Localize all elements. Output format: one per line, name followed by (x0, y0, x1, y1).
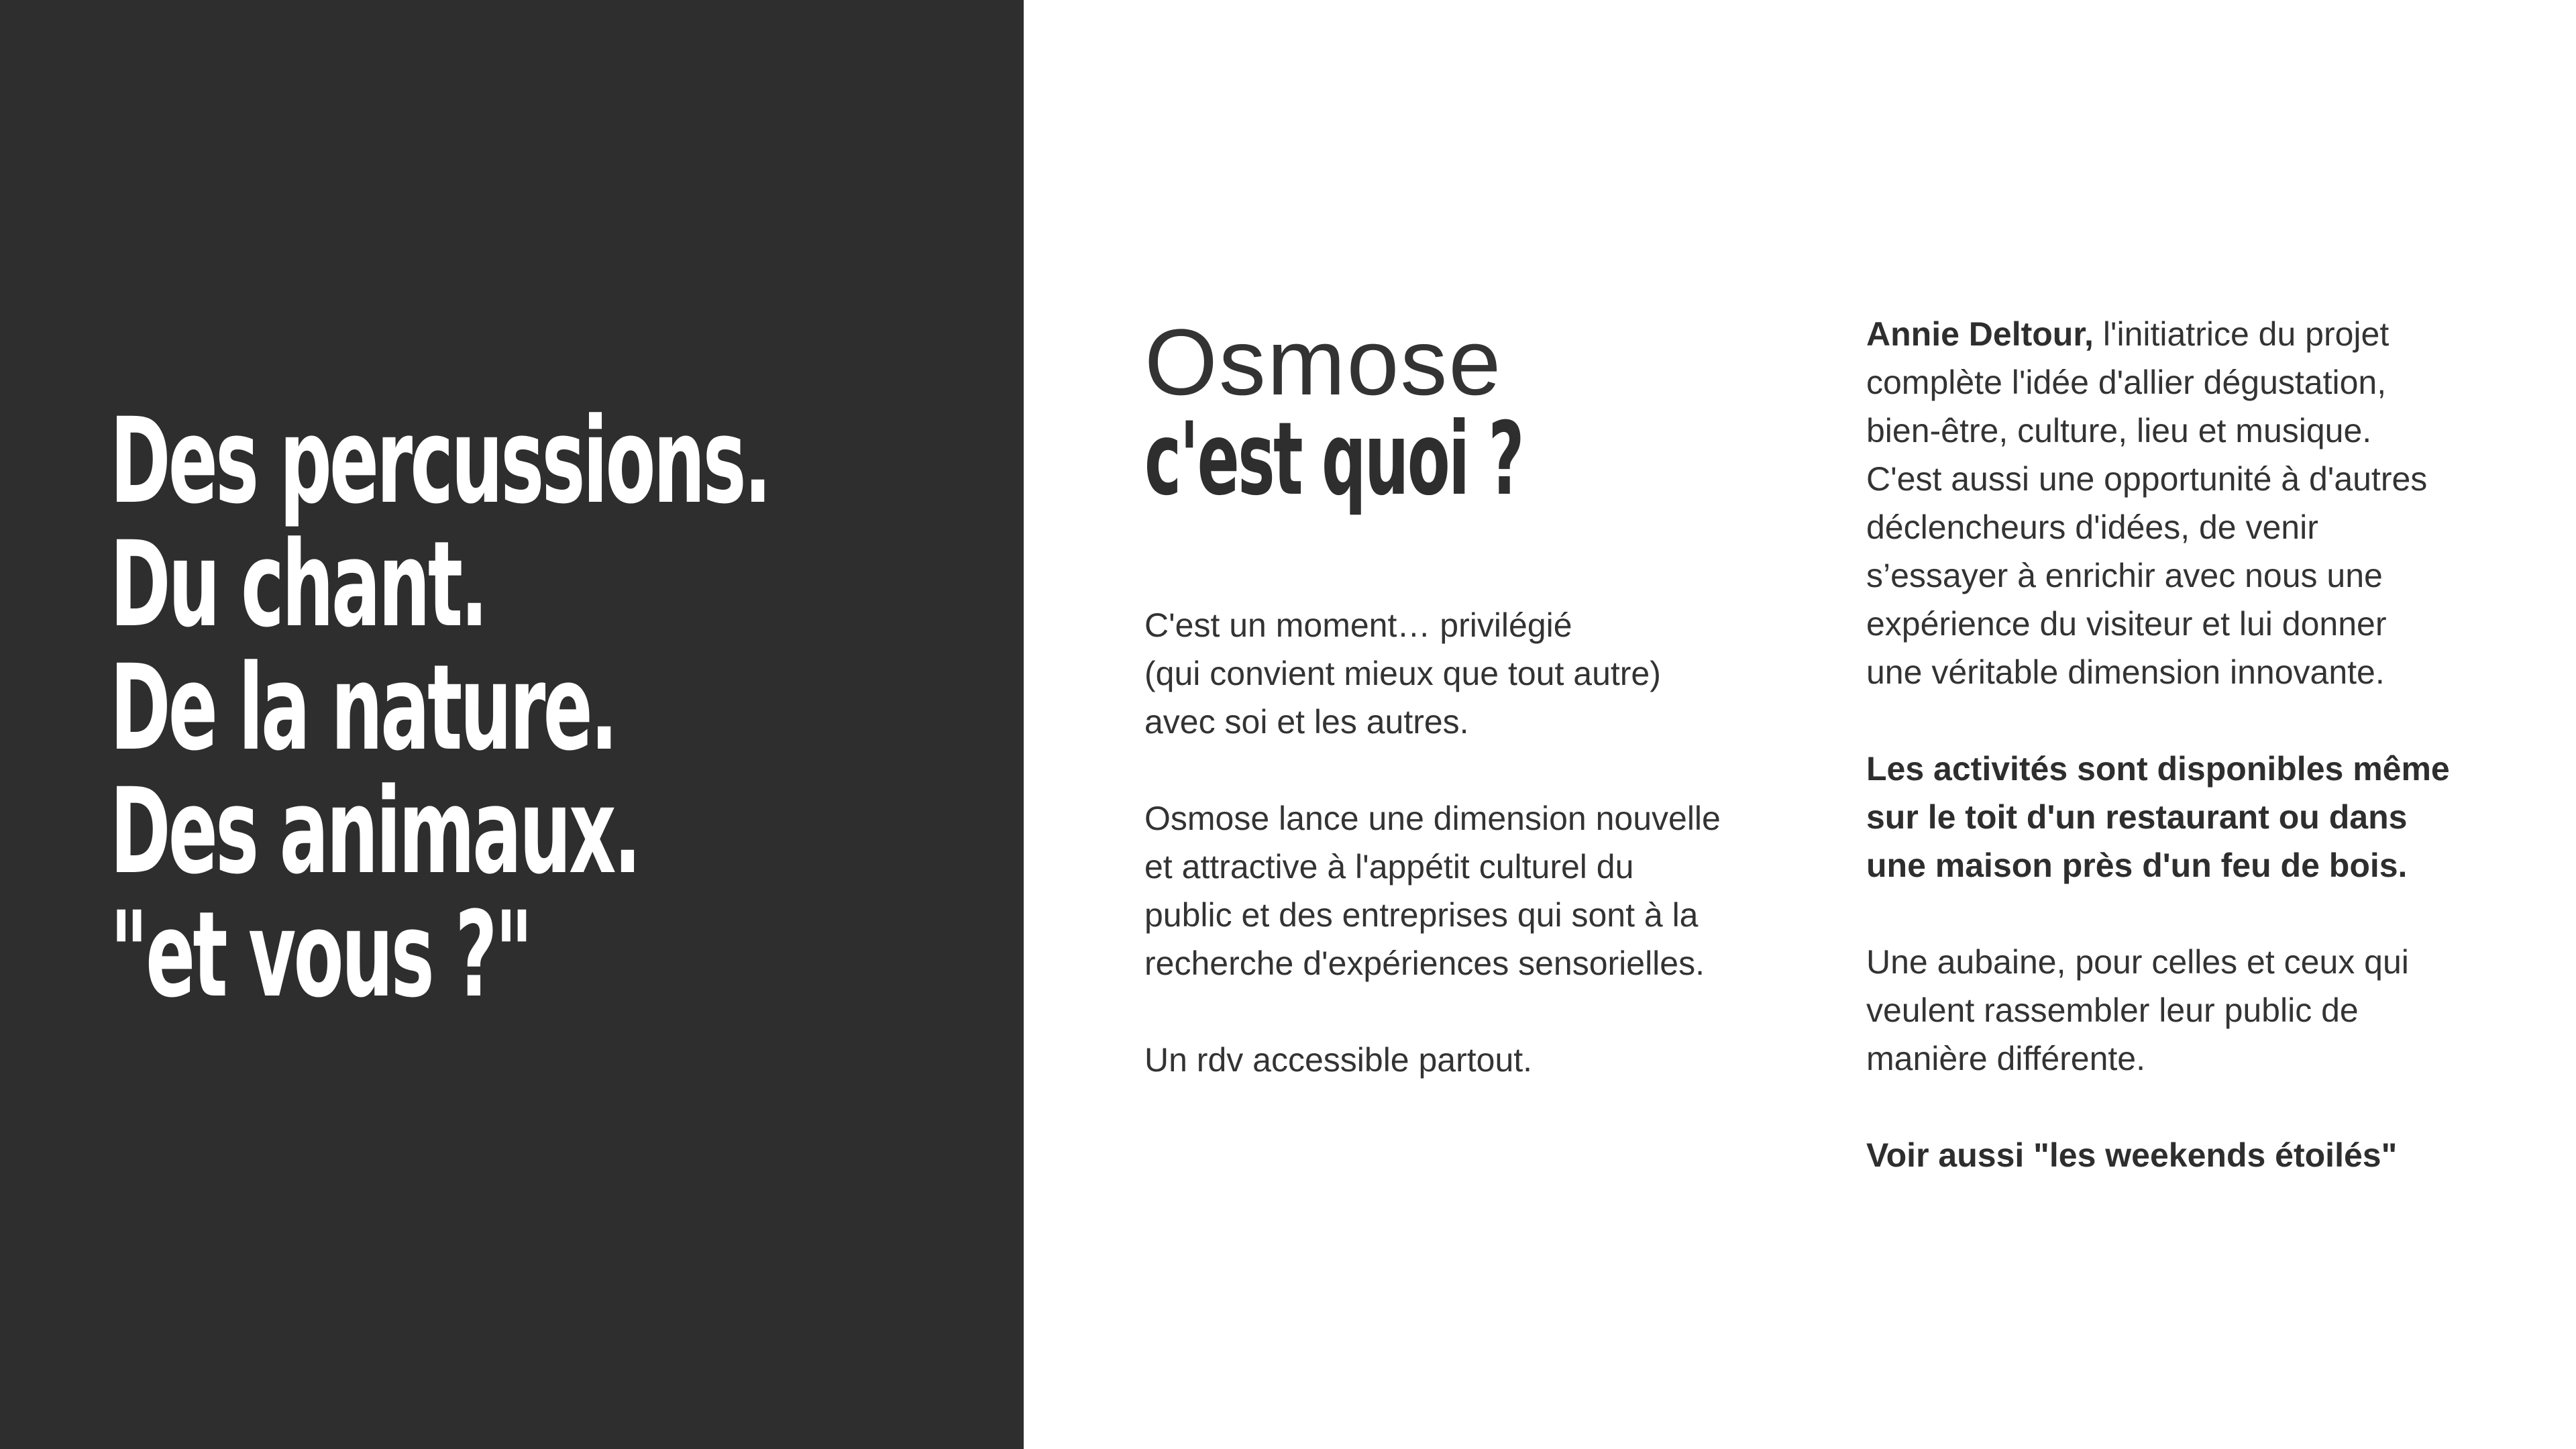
text-line: déclencheurs d'idées, de venir (1866, 508, 2318, 546)
text-line: Une aubaine, pour celles et ceux qui (1866, 943, 2409, 981)
headline-line: Des percussions. (110, 392, 769, 530)
text-line: manière différente. (1866, 1040, 2145, 1077)
text-line: complète l'idée d'allier dégustation, (1866, 364, 2387, 401)
page-title (1144, 309, 1755, 518)
text-line: public et des entreprises qui sont à la (1144, 896, 1699, 934)
dark-side-panel (0, 0, 1024, 1449)
text-line: Osmose lance une dimension nouvelle (1144, 800, 1721, 837)
title-osmose: Osmose (1144, 309, 1503, 415)
text-line: une véritable dimension innovante. (1866, 653, 2385, 691)
paragraph-initiator (1866, 310, 2524, 696)
text-line: Les activités sont disponibles même (1866, 750, 2450, 788)
hero-headline (110, 392, 769, 1024)
middle-text-column (1144, 601, 1802, 1132)
text-line: Un rdv accessible partout. (1144, 1041, 1533, 1079)
paragraph-activities (1866, 745, 2524, 890)
text-line: s’essayer à enrichir avec nous une (1866, 557, 2383, 594)
text-line: sur le toit d'un restaurant ou dans (1866, 798, 2408, 836)
text-line: (qui convient mieux que tout autre) (1144, 655, 1661, 692)
headline-line: Des animaux. (110, 763, 639, 900)
initiator-role: l'initiatrice du projet (2093, 315, 2390, 353)
initiator-name: Annie Deltour, (1866, 315, 2094, 353)
paragraph-aubaine (1866, 938, 2524, 1083)
headline-line: "et vous ?" (110, 886, 531, 1024)
title-question: c'est quoi ? (1144, 401, 1523, 518)
text-line: recherche d'expériences sensorielles. (1144, 945, 1705, 982)
text-line (1866, 310, 2524, 358)
text-line: avec soi et les autres. (1144, 703, 1469, 741)
text-line: C'est aussi une opportunité à d'autres (1866, 460, 2428, 498)
text-line: une maison près d'un feu de bois. (1866, 847, 2408, 884)
right-text-column (1866, 310, 2524, 1228)
text-line: veulent rassembler leur public de (1866, 991, 2359, 1029)
paragraph-dimension (1144, 794, 1802, 987)
headline-line: De la nature. (110, 639, 616, 777)
text-line: C'est un moment… privilégié (1144, 606, 1572, 644)
text-line: Voir aussi "les weekends étoilés" (1866, 1136, 2398, 1174)
paragraph-rdv (1144, 1036, 1802, 1084)
text-line: bien-être, culture, lieu et musique. (1866, 412, 2372, 449)
paragraph-moment (1144, 601, 1802, 746)
text-line: expérience du visiteur et lui donner (1866, 605, 2387, 643)
headline-line: Du chant. (110, 516, 486, 653)
paragraph-see-also (1866, 1131, 2524, 1179)
text-line: et attractive à l'appétit culturel du (1144, 848, 1634, 885)
